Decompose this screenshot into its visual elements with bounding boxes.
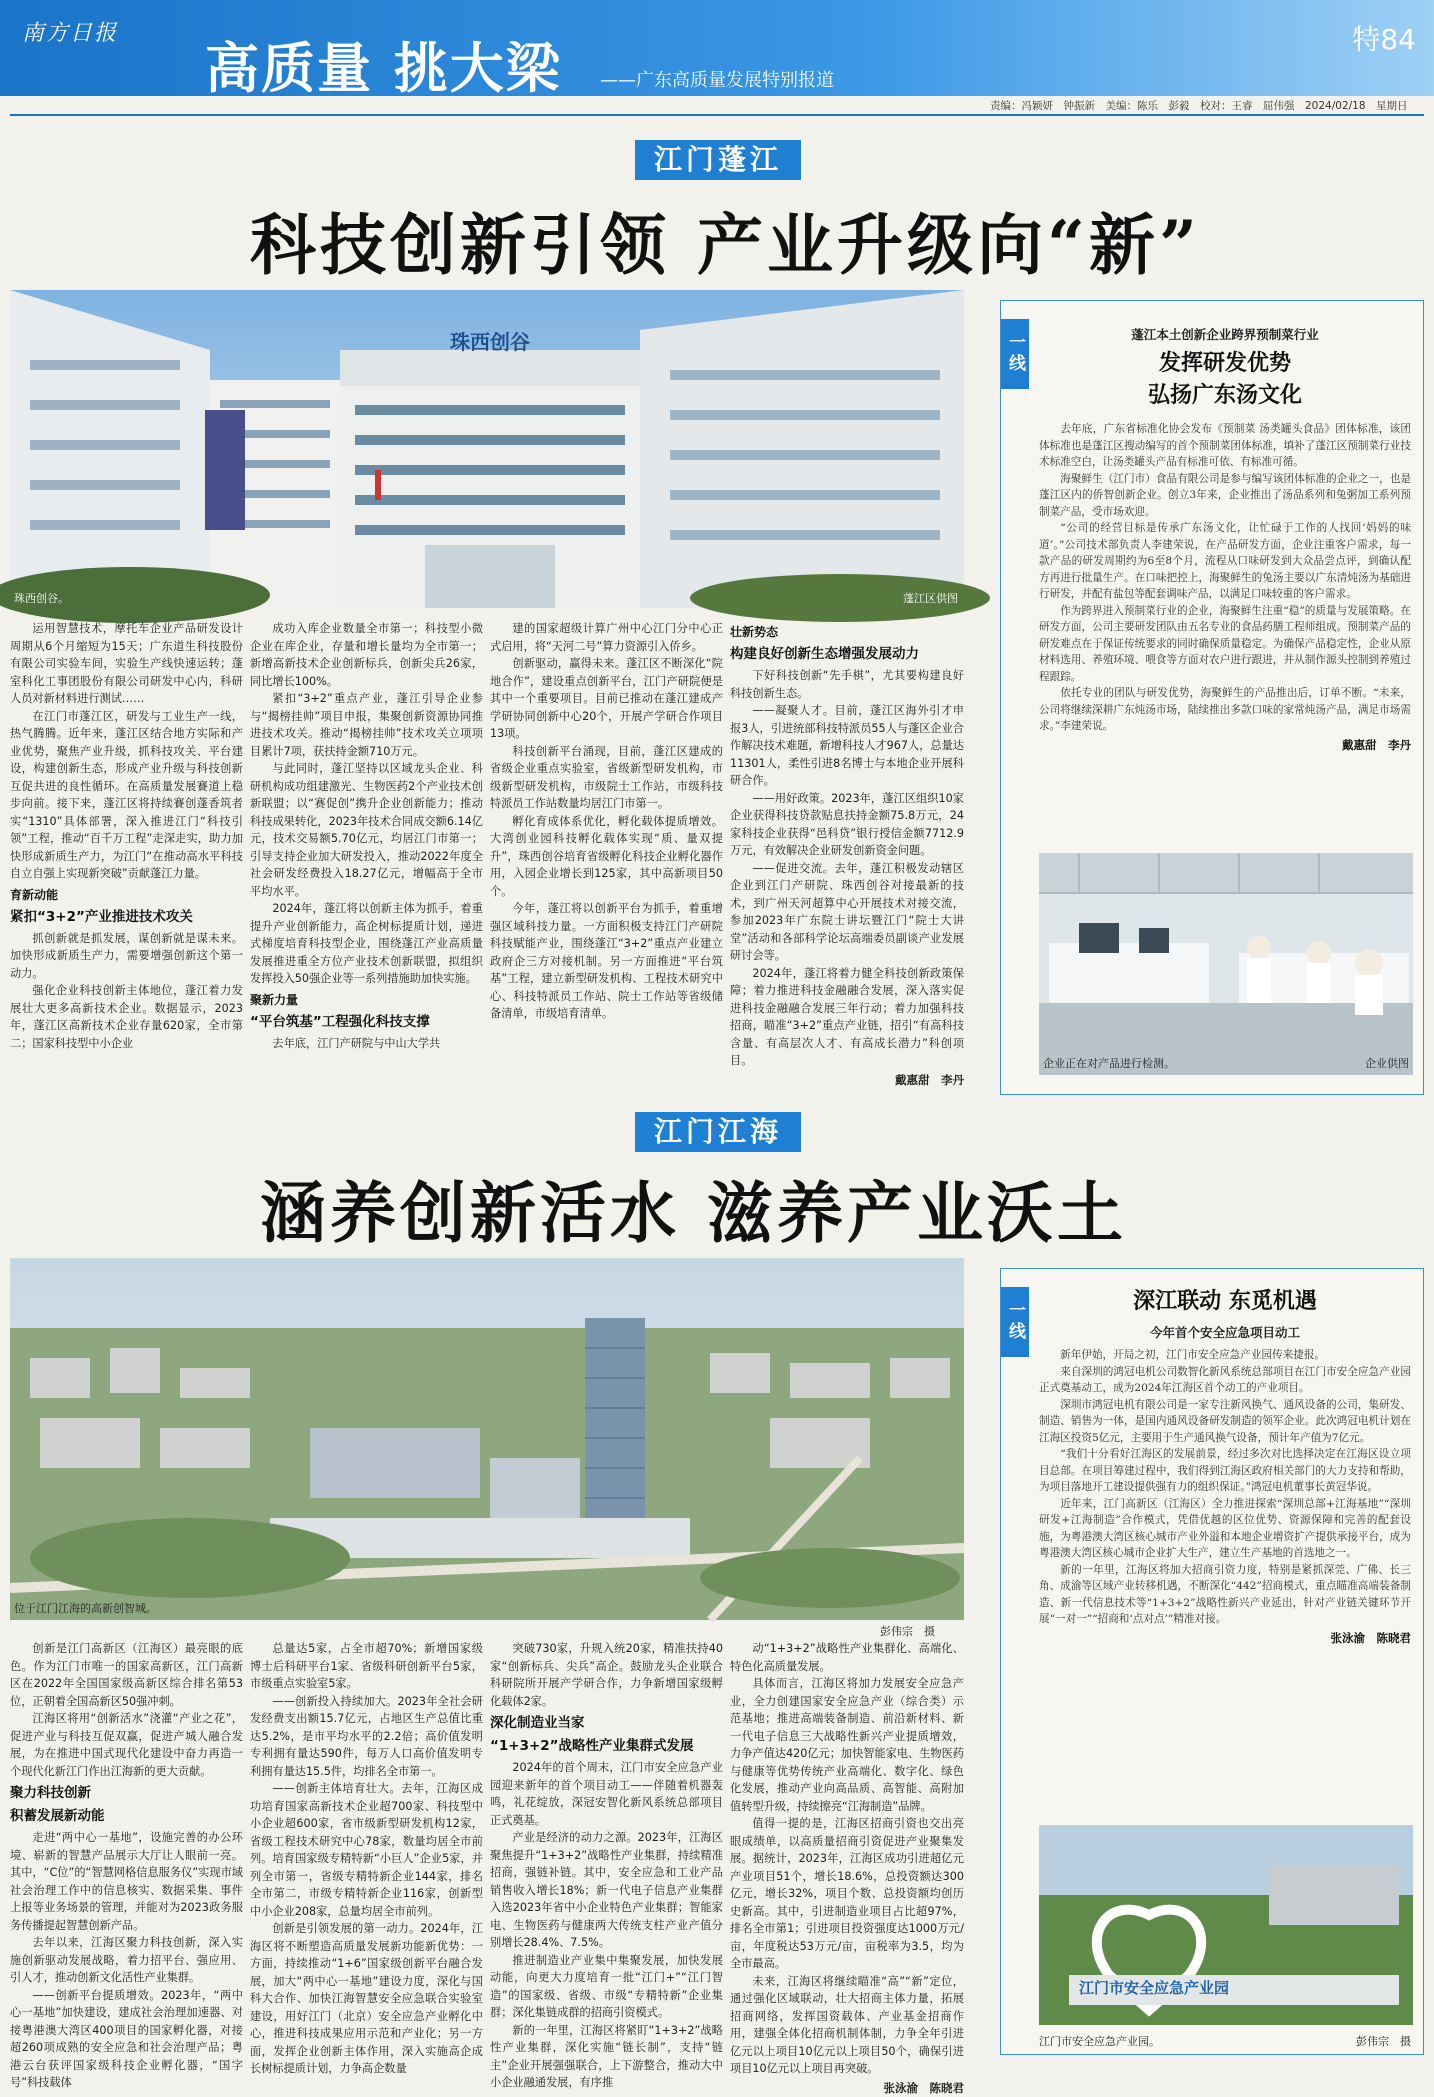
paragraph: 科技创新平台涌现，目前，蓬江区建成的省级企业重点实验室，省级新型研发机构，市级新型研发机构，市级院士工作站，市级科技特派员工作站数量均居江门市第一。: [490, 743, 723, 813]
story2-column-1: [10, 1640, 243, 2055]
masthead: [0, 0, 1434, 96]
section-title: 高质量 挑大梁: [205, 26, 562, 103]
sidebar-ribbon: 一线: [1001, 1287, 1029, 1357]
paragraph: 走进“两中心一基地”，设施完善的办公环境、崭新的智慧产品展示大厅让人眼前一亮。其中，“C位”的“智慧网格信息服务仪”实现市域社会治理工作中的信息核实、数据采集、事件上报等业务场景的管理，并能对为2023政务服务传播提起智慧创新产品。: [10, 1829, 243, 1934]
sidebar-byline: 戴惠甜 李丹: [1039, 737, 1411, 754]
paragraph: 2024年，蓬江将以创新主体为抓手，着重提升产业创新能力，高企树标提质计划，递进式梯度培育科技型企业，围绕蓬江产业高质量发展推进重全方位产业技术创新联盟，拟组织发挥投入50强企业等一系列措施助加快实施。: [250, 900, 483, 988]
story1-photo-caption: 珠西创谷。: [14, 590, 69, 606]
paragraph: ——凝聚人才。目前，蓬江区海外引才申报3人，引进统部科技特派员55人与蓬区企业合作解决技术难题，新增科技人才967人，总量达11301人，柔性引进8名博士与本地企业开展科研合作。: [730, 702, 964, 790]
paragraph: 在江门市蓬江区，研发与工业生产一线，热气腾腾。近年来，蓬江区结合地方实际和产业优势，聚焦产业升级，抓科技攻关、平台建设，构建创新生态，形成产业升级与科技创新互促共进的良性循环。在高质量发展賽道上稳步向前。接下来，蓬江区将持续賽创蓬香筑者实“1310”具体部署，深入推进江门“科技引领”工程，推动“百千万工程”走深走实，助力加快形成新质生产力，为江门“在推动高水平科技自立自强上实现新突破”贡献蓬江力量。: [10, 708, 243, 883]
paragraph: 动“1+3+2”战略性产业集群化、高端化、特色化高质量发展。: [730, 1640, 964, 1675]
paragraph: 江海区将用“创新活水”浇灌“产业之花”，促进产业与科技互促双赢，促进产城人融合发展，为在推进中国式现代化建设中奋力再造一个现代化新江门作出江海新的更大贡献。: [10, 1710, 243, 1780]
paragraph: “我们十分看好江海区的发展前景，经过多次对比选择决定在江海区设立项目总部。在项目筹建过程中，我们得到江海区政府相关部门的大力支持和帮助，为项目落地开工建设提供强有力的组织保证。”鸿冠电机董事长黄冠华说。: [1039, 1446, 1411, 1496]
story1-headline: 科技创新引领 产业升级向“新”: [250, 192, 1201, 287]
sidebar-title-line1: 发挥研发优势: [1037, 349, 1413, 379]
story2-column-3: [490, 1640, 723, 2055]
section-subtitle: ——广东高质量发展特别报道: [600, 66, 834, 92]
sidebar-title-line2: 弘扬广东汤文化: [1037, 381, 1413, 411]
sidebar-text: [1039, 1347, 1411, 1817]
sidebar-kicker: 蓬江本土创新企业跨界预制菜行业: [1037, 325, 1413, 343]
paragraph: 抓创新就是抓发展，谋创新就是谋未来。加快形成新质生产力，需要增强创新这个第一动力。: [10, 930, 243, 983]
paragraph: 下好科技创新“先手棋”，尤其要构建良好科技创新生态。: [730, 667, 964, 702]
paragraph: 依托专业的团队与研发优势，海聚鲜生的产品推出后，订单不断。“未来，公司将继续深耕广东炖汤市场，陆续推出多款口味的家常炖汤产品，满足市场需求。”李建荣说。: [1039, 685, 1411, 735]
building-sign: 珠西创谷: [425, 326, 555, 355]
story2-photo-caption: 位于江门江海的高新创智城。: [14, 1600, 157, 1616]
sidebar-photo-credit: 彭伟宗 摄: [1356, 2033, 1411, 2049]
story2-column-4: [730, 1640, 964, 2055]
story1-column-3: [490, 620, 723, 1095]
paragraph: 去年底，江门产研院与中山大学共: [250, 1035, 483, 1053]
paragraph: 新年伊始，开局之初，江门市安全应急产业园传来捷报。: [1039, 1347, 1411, 1364]
paragraph: 去年底，广东省标准化协会发布《预制菜 汤类罐头食品》团体标准，该团体标准也是蓬江区搜动编写的首个预制菜团体标准，填补了蓬江区预制菜行业技术标准空白，让汤类罐头产品有标准可依、有标准可循。: [1039, 421, 1411, 471]
story2-photo: [10, 1258, 964, 1620]
paragraph: ——用好政策。2023年，蓬江区组织10家企业获得科技贷款贴息扶持金额75.8万元，24家科技企业获得“邑科贷”银行授信金额7712.9万元，有效解决企业研发创新资金问题。: [730, 790, 964, 860]
story1-photo: [10, 290, 964, 608]
sidebar-subtitle: 今年首个安全应急项目动工: [1037, 1323, 1413, 1341]
story2-region-tag: 江门江海: [635, 1112, 801, 1152]
story2-photo-credit: 彭伟宗 摄: [880, 1623, 935, 1639]
paragraph: 新的一年里，江海区将加大招商引资力度，特别是紧抓深莞、广佛、长三角、成渝等区域产业转移机遇，不断深化“442”招商模式，重点瞄准高端装备制造、新一代信息技术等“1+3+2”战略性新兴产业延出，针对产业链关键环节开展“一对一”“招商和‘点对点’”精准对接。: [1039, 1562, 1411, 1628]
story1-column-2: [250, 620, 483, 1095]
paragraph: 强化企业科技创新主体地位，蓬江着力发展壮大更多高新技术企业。数据显示，2023年，蓬江区高新技术企业存量620家，全市第二；国家科技型中小企业: [10, 982, 243, 1052]
paragraph: 总量达5家，占全市超70%；新增国家级博士后科研平台1家、省级科研创新平台5家，市级重点实验室5家。: [250, 1640, 483, 1693]
byline: 张泳渝 陈晓君: [730, 2080, 964, 2097]
paragraph: 具体而言，江海区将加力发展安全应急产业，全力创建国家安全应急产业（综合类）示范基地；推进高端装备制造、前沿新材料、新一代电子信息三大战略性新兴产业提质增效，力争产值达420亿元；加快智能家电、生物医药与健康等优势传统产业高端化、数字化、绿色化发展，推动产业向高品质、高智能、高附加值转型升级，持续擦亮“江海制造”品牌。: [730, 1675, 964, 1815]
sidebar-text: [1039, 421, 1411, 861]
lab-illustration: [1039, 853, 1413, 1075]
page-number: 特84: [1352, 18, 1416, 58]
paper-name: 南方日报: [22, 16, 118, 47]
paragraph: 成功入库企业数量全市第一；科技型小微企业在库企业，存量和增长量均为全市第一；新增高新技术企业创新标兵，创新尖兵26家，同比增长100%。: [250, 620, 483, 690]
paragraph: “公司的经营目标是传承广东汤文化，让忙碌于工作的人找回‘妈妈的味道’。”公司技术部负责人李建荣说，在产品研发方面，企业注重客户需求，每一款产品的研发周期约为6至8个月，流程从口味研发到大众品尝点评，到确认配方再进行批量生产。在口味把控上，海聚鲜生的兔汤主要以广东清炖汤为基础进行研发，并配有盐包等配套调味产品，以满足口味较重的客户需求。: [1039, 520, 1411, 603]
sidebar-ribbon: 一线: [1001, 319, 1029, 389]
paragraph: 深圳市鸿冠电机有限公司是一家专注新风换气、通风设备的公司，集研发、制造、销售为一体，是国内通风设备研发制造的领军企业。此次鸿冠电机计划在江海区投资5亿元，主要用于生产通风换气设备，预计年产值为7亿元。: [1039, 1397, 1411, 1447]
subhead: “1+3+2”战略性产业集群式发展: [490, 1736, 723, 1756]
sidebar-photo-credit: 企业供图: [1365, 1055, 1409, 1071]
subhead: 紧扣“3+2”产业推进技术攻关: [10, 907, 243, 927]
paragraph: 2024年的首个周末，江门市安全应急产业园迎来新年的首个项目动工——伴随着机器轰鸣，礼花绽放，深冠安智化新风系统总部项目正式奠基。: [490, 1759, 723, 1829]
paragraph: 与此同时，蓬江坚持以区域龙头企业、科研机构成功组建激光、生物医药2个产业技术创新联盟；以“赛促创”携升企业创新能力；推动科技成果转化，2023年技术合同成交额6.14亿元，技术交易额5.70亿元，均居江门市第一；引导支持企业加大研发投入，推动2022年度全社会研发经费投入18.27亿元，增幅高于全市平均水平。: [250, 760, 483, 900]
paragraph: 新的一年里，江海区将紧盯“1+3+2”战略性产业集群，深化实施“链长制”，支持“链主”企业开展强强联合，上下游整合，推动大中小企业融通发展，有序推: [490, 2022, 723, 2092]
story2-column-2: [250, 1640, 483, 2055]
paragraph: 创新是引领发展的第一动力。2024年，江海区将不断塑造高质量发展新功能新优势：一方面，持续推动“1+6”国家级创新平台融合发展，加大“两中心一基地”建设力度，深化与国科大合作、加快江海智慧安全应急联合实验室建设，用好江门（北京）安全应急产业孵化中心，推进科技成果应用示范和产业化；另一方面，发挥企业创新主体作用，深入实施高企成长树标提质计划，力争高企数量: [250, 1920, 483, 2078]
subhead-kicker: 育新动能: [10, 886, 243, 904]
story2-sidebar: [1000, 1268, 1424, 2055]
sidebar-byline: 张泳渝 陈晓君: [1039, 1630, 1411, 1647]
subhead: “平台筑基”工程强化科技支撑: [250, 1012, 483, 1032]
paragraph: 创新是江门高新区（江海区）最亮眼的底色。作为江门市唯一的国家高新区，江门高新区在2022年全国国家级高新区综合排名第53位，正朝着全国高新区50强冲刺。: [10, 1640, 243, 1710]
park-sign: 江门市安全应急产业园: [1079, 1977, 1229, 1998]
subhead-kicker: 壮新势态: [730, 623, 964, 641]
paragraph: 来自深圳的鸿冠电机公司数智化新风系统总部项目在江门市安全应急产业园正式奠基动工，成为2024年江海区首个动工的产业项目。: [1039, 1364, 1411, 1397]
paragraph: 孵化育成体系优化，孵化载体提质增效。大湾创业园科技孵化载体实现“质、量双提升”，珠西创谷培育省级孵化科技企业孵化器作用，入园企业增长到125家，其中高新项目50个。: [490, 813, 723, 901]
paragraph: 推进制造业产业集中集聚发展，加快发展动能，向更大力度培育一批“江门+”“江门智造”的国家级、省级、市级“专精特新”企业集群；深化集链成群的招商引资模式。: [490, 1952, 723, 2022]
subhead: 积蓄发展新动能: [10, 1806, 243, 1826]
subhead-kicker: 聚新力量: [250, 991, 483, 1009]
paragraph: 未来，江海区将继续瞄准“高”“新”定位，通过强化区域联动，壮大招商主体力量，拓展招商网络，发挥国资载体、产业基金招商作用，建强全体化招商机制体制，力争全年引进亿元以上项目10亿元以上项目50个，确保引进项目10亿元以上项目再突破。: [730, 1973, 964, 2078]
subhead: 聚力科技创新: [10, 1783, 243, 1803]
paragraph: ——创新投入持续加大。2023年全社会研发经费支出额15.7亿元，占地区生产总值比重达5.2%，是市平均水平的2.2倍；高价值发明专利拥有量达590件，每万人口高价值发明专利拥有量达15.5件，均排名全市第一。: [250, 1693, 483, 1781]
paragraph: 近年来，江门高新区（江海区）全力推进探索“深圳总部+江海基地”“深圳研发+江海制造”合作模式，凭借优越的区位优势、资源保障和完善的配套设施，为粤港澳大湾区核心城市产业外溢和本地企业增资扩产提供承接平台，成为粤港澳大湾区核心城市企业扩大生产，建立生产基地的首选地之一。: [1039, 1496, 1411, 1562]
editor-credits: 责编：冯颖妍 钟振新 美编：陈乐 彭毅 校对：王睿 屈伟强 2024/02/18 星期日: [990, 98, 1408, 113]
paragraph: 创新驱动，赢得未来。蓬江区不断深化“院地合作”，建设重点创新平台，江门产研院便是其中一个重要项目。目前已推动在蓬江建成产学研协同创新中心20个，开展产学研合作项目13项。: [490, 655, 723, 743]
paragraph: 突破730家，升规入统20家，精准扶持40家“创新标兵、尖兵”高企。鼓励龙头企业联合科研院所开展产学研合作，力争新增国家级孵化载体2家。: [490, 1640, 723, 1710]
paragraph: 作为跨界进入预制菜行业的企业，海聚鲜生注重“稳”的质量与发展策略。在研发方面，公司主要研发团队由五名专业的食品药膳工程师组成。预制菜产品的研发难点在于保证传统要求的同时确保质量稳定。为确保产品稳定性，企业从原材料选用、养殖环境、喂食等方面对农户进行跟进，并从制作源头控制到养殖过程跟踪。: [1039, 603, 1411, 686]
story1-photo-credit: 蓬江区供图: [903, 590, 958, 606]
paragraph: ——创新主体培育壮大。去年，江海区成功培育国家高新技术企业超700家、科技型中小企业超600家，省市级新型研发机构12家，省级工程技术研究中心78家，数量均居全市前列。培育国家级专精特新“小巨人”企业5家，并列全市第一，省级专精特新企业144家，排名全市第二，市级专精特新企业116家，创新型中小企业208家，总量均居全市前列。: [250, 1780, 483, 1920]
paragraph: 建的国家超级计算广州中心江门分中心正式启用，将“天河二号”算力资源引入侨乡。: [490, 620, 723, 655]
paragraph: 紧扣“3+2”重点产业，蓬江引导企业参与“揭榜挂帅”项目申报，集聚创新资源协同推进技术攻关。推动“揭榜挂帅”技术攻关立项项目累计7项，获扶持金额710万元。: [250, 690, 483, 760]
paragraph: ——创新平台提质增效。2023年，“两中心一基地”加快建设，建成社会治理加速器、对接粤港澳大湾区400项目的国家孵化器，对接超260项成熟的安全应急和社会治理产品；粤港云台获评国家级科技企业孵化器，“国字号”科技载体: [10, 1987, 243, 2092]
subhead: 构建良好创新生态增强发展动力: [730, 644, 964, 664]
sidebar-lab-photo: [1039, 853, 1413, 1075]
paragraph: 海聚鲜生（江门市）食品有限公司是参与编写该团体标准的企业之一，也是蓬江区内的侨智创新企业。创立3年来，企业推出了汤品系列和兔粥加工系列预制菜产品，受市场欢迎。: [1039, 471, 1411, 521]
byline: 戴惠甜 李丹: [730, 1072, 964, 1090]
paragraph: 去年以来，江海区聚力科技创新，深入实施创新驱动发展战略，着力招平台、强应用、引人才，推动创新文化活性产业集群。: [10, 1934, 243, 1987]
story1-region-tag: 江门蓬江: [635, 140, 801, 180]
paragraph: 产业是经济的动力之源。2023年，江海区聚焦提升“1+3+2”战略性产业集群，持续精准招商，强链补链。其中，安全应急和工业产品销售收入增长18%；新一代电子信息产业集群入选2023年省中小企业特色产业集群；智能家电、生物医药与健康两大传统支柱产业产值分别增长28.4%、7.5%。: [490, 1829, 723, 1952]
story2-headline: 涵养创新活水 滋养产业沃土: [260, 1160, 1127, 1255]
sidebar-photo-caption: 江门市安全应急产业园。: [1039, 2033, 1160, 2049]
paragraph: 运用智慧技术，摩托车企业产品研发设计周期从6个月缩短为15天；广东道生科技股份有限公司实验车间，实验生产线快速运转；蓬室科化工事团股份有限公司研发中心内，科研人员对新材料进行测试……: [10, 620, 243, 708]
subhead: 深化制造业当家: [490, 1713, 723, 1733]
story1-column-1: [10, 620, 243, 1095]
sidebar-photo-caption: 企业正在对产品进行检测。: [1043, 1055, 1175, 1071]
sidebar-park-photo: [1039, 1825, 1413, 2025]
paragraph: 今年，蓬江将以创新平台为抓手，着重增强区域科技力量。一方面积极支持江门产研院科技赋能产业，围绕蓬江“3+2”重点产业建立政府企三方对接机制。另一方面推进“平台筑基”工程，建立新型研发机构、工程技术研究中心、科技特派员工作站、院士工作站等省级储备清单，市级培育清单。: [490, 900, 723, 1023]
sidebar-title: 深江联动 东觅机遇: [1037, 1287, 1413, 1317]
story1-sidebar: [1000, 300, 1424, 1095]
aerial-city-illustration: [10, 1258, 964, 1620]
paragraph: 值得一提的是，江海区招商引资也交出亮眼成绩单，以高质量招商引资促进产业聚集发展。据统计，2023年，江海区成功引进超亿元产业项目51个，增长18.6%，总投资额达300亿元，增长32%，项目个数、总投资额均创历史新高。其中，引进制造业项目占比超97%，排名全市第1；引进项目投资强度达1000万元/亩，年度税达53万元/亩，亩税率为3.5，均为全市最高。: [730, 1815, 964, 1973]
paragraph: 2024年，蓬江将着力健全科技创新政策保障；着力推进科技金融融合发展，深入落实促进科技金融融合发展三年行动；着力加强科技招商，瞄准“3+2”重点产业链，招引“有高科技含量、有高层次人才、有高成长潜力”科创项目。: [730, 965, 964, 1070]
top-rule: [10, 114, 1424, 116]
story1-column-4: [730, 620, 964, 1095]
paragraph: ——促进交流。去年，蓬江积极发动辖区企业到江门产研院、珠西创谷对接最新的技术，到广州天河超算中心开展技术对接交流，参加2023年广东院士讲坛暨江门“院士大讲堂”活动和各部科学论坛高端委员副谈产业发展研讨会等。: [730, 860, 964, 965]
